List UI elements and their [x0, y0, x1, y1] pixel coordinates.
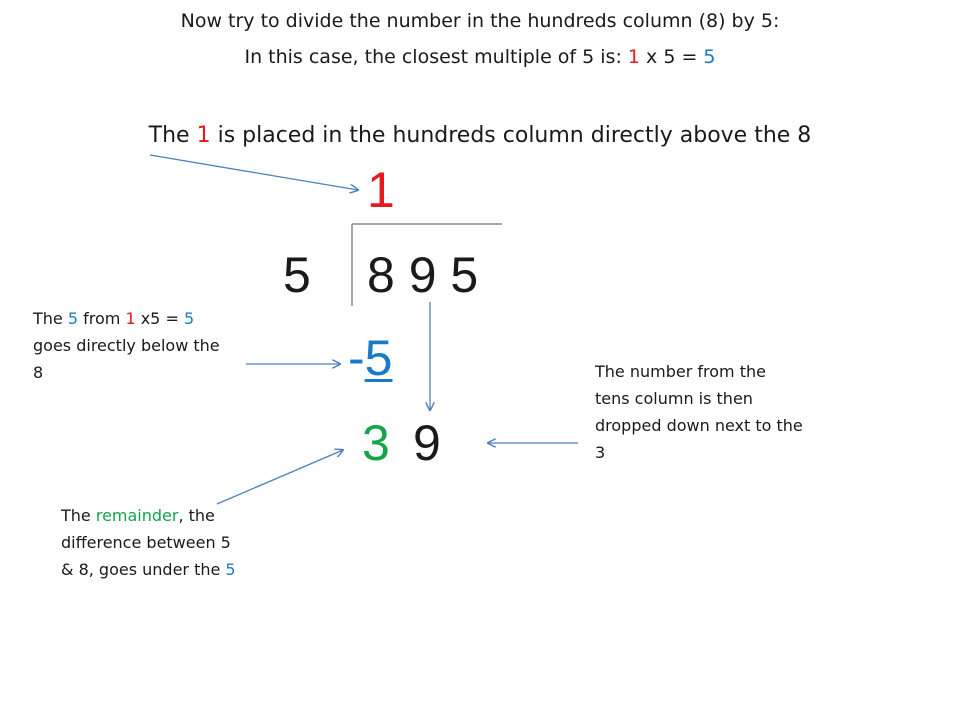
line3-prefix: The: [148, 123, 197, 148]
note1-t3: x5 =: [135, 309, 184, 328]
subtraction-row: [348, 330, 393, 386]
dividend: 8 9 5: [367, 247, 479, 303]
instruction-line-2: [0, 46, 960, 68]
quotient-digit: 1: [367, 162, 395, 218]
line2-mid: x 5 =: [640, 46, 704, 68]
line3-suffix: is placed in the hundreds column directly above the 8: [210, 123, 812, 148]
note1-v3: 5: [183, 309, 195, 328]
note1-v1: 5: [67, 309, 79, 328]
note3-v: 5: [225, 560, 236, 579]
dropped-digit: 9: [413, 415, 441, 471]
line2-quotient: 1: [627, 46, 640, 68]
note1-v2: 1: [125, 309, 136, 328]
note3-highlight: remainder: [95, 506, 179, 525]
arrow-to-quotient: [150, 155, 358, 190]
note-product-placement: [33, 305, 233, 386]
line2-product: 5: [703, 46, 716, 68]
line2-prefix: In this case, the closest multiple of 5 is:: [244, 46, 628, 68]
divisor: 5: [283, 247, 311, 303]
minus-sign: -: [348, 330, 365, 386]
instruction-line-1: Now try to divide the number in the hundreds column (8) by 5:: [180, 10, 780, 32]
note3-t1: The: [61, 506, 96, 525]
note1-t4: goes directly below the 8: [33, 336, 220, 382]
note1-t2: from: [78, 309, 126, 328]
instruction-line-3: [0, 123, 960, 148]
subtract-value: 5: [364, 330, 393, 386]
note1-t1: The: [33, 309, 68, 328]
line3-quotient: 1: [196, 123, 211, 148]
note3-t2: , the difference between 5 & 8, goes under the: [61, 506, 231, 579]
note-remainder: [61, 502, 241, 583]
remainder-digit: 3: [362, 415, 390, 471]
note-drop-down: The number from the tens column is then dropped down next to the 3: [595, 362, 803, 462]
arrow-to-remainder: [217, 450, 343, 504]
